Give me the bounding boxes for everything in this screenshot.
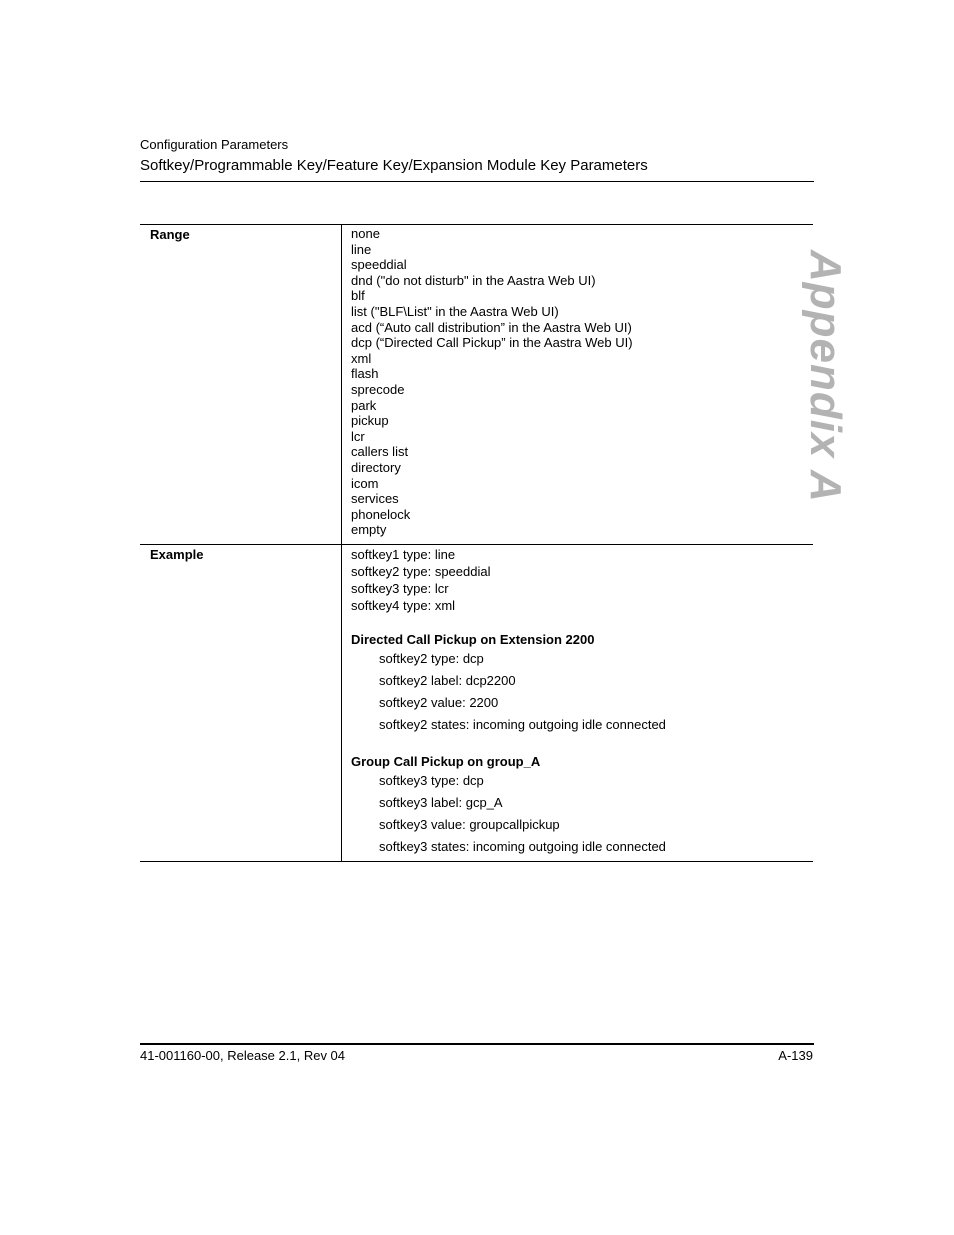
running-header-section: Configuration Parameters (140, 137, 289, 152)
range-item: none (351, 226, 380, 241)
example-sub-line: softkey2 states: incoming outgoing idle connected (379, 716, 666, 732)
footer-doc-id: 41-001160-00, Release 2.1, Rev 04 (140, 1048, 346, 1063)
footer-divider (140, 1043, 814, 1045)
range-item: pickup (351, 413, 389, 429)
example-sub-line: softkey3 type: dcp (379, 772, 484, 788)
example-line: softkey4 type: xml (351, 597, 456, 613)
range-item: acd (“Auto call distribution” in the Aastra Web UI) (351, 319, 632, 335)
example-line: softkey1 type: line (351, 546, 456, 562)
range-item: xml (351, 350, 372, 366)
example-line: softkey2 type: speeddial (351, 563, 491, 579)
range-item: directory (351, 459, 401, 475)
page-number: A-139 (778, 1048, 813, 1063)
parameter-table (140, 224, 813, 862)
range-item: services (351, 491, 399, 507)
range-item: flash (351, 366, 379, 382)
range-item: list ("BLF\List" in the Aastra Web UI) (351, 303, 559, 319)
example-sub-line: softkey2 label: dcp2200 (379, 672, 516, 688)
example-section-heading: Group Call Pickup on group_A (351, 753, 541, 769)
example-section-heading: Directed Call Pickup on Extension 2200 (351, 631, 595, 647)
range-item: park (351, 397, 377, 413)
example-line: softkey3 type: lcr (351, 580, 449, 596)
example-sub-line: softkey2 value: 2200 (379, 694, 499, 710)
range-item: blf (351, 288, 365, 304)
example-sub-line: softkey3 value: groupcallpickup (379, 816, 560, 832)
range-label: Range (140, 225, 342, 544)
range-item: dcp (“Directed Call Pickup” in the Aastra Web UI) (351, 335, 633, 351)
range-row (140, 224, 813, 544)
example-sub-line: softkey3 label: gcp_A (379, 794, 503, 810)
range-item: icom (351, 475, 379, 491)
example-label: Example (140, 545, 342, 861)
range-item: empty (351, 522, 387, 538)
running-header-title: Softkey/Programmable Key/Feature Key/Expansion Module Key Parameters (140, 157, 648, 174)
range-item: sprecode (351, 381, 405, 397)
header-divider (140, 181, 814, 182)
range-item: phonelock (351, 506, 411, 522)
range-item: dnd ("do not disturb" in the Aastra Web UI) (351, 272, 596, 288)
range-item: line (351, 241, 372, 257)
range-item: lcr (351, 428, 365, 444)
example-values (342, 545, 813, 861)
range-values (342, 225, 813, 544)
appendix-side-tab: Appendix A (801, 250, 850, 503)
range-item: speeddial (351, 257, 407, 273)
example-sub-line: softkey3 states: incoming outgoing idle connected (379, 838, 666, 854)
range-item: callers list (351, 444, 409, 460)
example-row (140, 544, 813, 862)
example-sub-line: softkey2 type: dcp (379, 650, 484, 666)
